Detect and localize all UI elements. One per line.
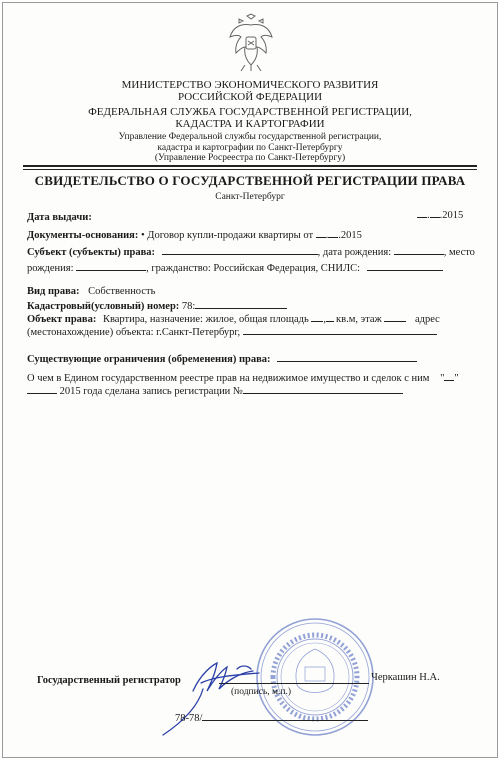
object-row-1: Объект права: Квартира, назначение: жилое, общая площадь , кв.м, этаж адрес — [27, 314, 440, 325]
registry-text-2: 2015 года сделана запись регистрации № — [59, 386, 243, 397]
registry-row-2 — [27, 384, 403, 397]
department-line-1: Управление Федеральной службы государственной регистрации, — [118, 132, 382, 142]
issue-date-value: . .2015 — [417, 208, 463, 221]
citizenship-text: , гражданство: Российская Федерация, СНИЛС: — [146, 263, 361, 274]
registration-number-row — [175, 711, 368, 724]
document-title: СВИДЕТЕЛЬСТВО О ГОСУДАРСТВЕННОЙ РЕГИСТРАЦИИ ПРАВА — [34, 173, 466, 188]
service-line-1: ФЕДЕРАЛЬНАЯ СЛУЖБА ГОСУДАРСТВЕННОЙ РЕГИСТРАЦИИ, — [88, 106, 412, 118]
subject-label: Субъект (субъекты) права: — [27, 247, 156, 258]
object-address: адрес — [414, 314, 440, 325]
basis-row: Документы-основания: • Договор купли-продажи квартиры от . .2015 — [27, 230, 362, 241]
registration-number-prefix: 78-78/ — [175, 713, 203, 724]
place-label: , место — [443, 247, 475, 258]
signature-note: (подпись, м.п.) — [231, 687, 292, 697]
cadastral-label: Кадастровый(условный) номер: — [27, 301, 180, 312]
registry-text-1: О чем в Едином государственном реестре прав на недвижимое имущество и сделок с ним — [27, 373, 430, 384]
right-type-row — [27, 286, 155, 297]
registrar-label: Государственный регистратор — [37, 675, 181, 686]
subject-row — [27, 245, 475, 258]
restrictions-label: Существующие ограничения (обременения) права: — [27, 354, 271, 365]
header-divider-thick — [23, 165, 477, 167]
department-line-3: (Управление Росреестра по Санкт-Петербургу) — [154, 153, 346, 163]
header-divider-thin — [23, 169, 477, 170]
cadastral-row — [27, 299, 287, 312]
object-location: (местонахождение) объекта: г.Санкт-Петербург, — [27, 327, 241, 338]
right-type-value: Собственность — [88, 286, 156, 297]
city-name: Санкт-Петербург — [215, 192, 285, 202]
object-label: Объект права: — [27, 314, 97, 325]
restrictions-row — [27, 352, 417, 365]
issue-date-label: Дата выдачи: — [27, 212, 92, 223]
coat-of-arms-emblem — [227, 13, 275, 73]
registrar-name: Черкашин Н.А. — [371, 672, 440, 683]
birth-date-label: , дата рождения: — [317, 247, 392, 258]
ministry-line-1: МИНИСТЕРСТВО ЭКОНОМИЧЕСКОГО РАЗВИТИЯ — [121, 79, 379, 91]
basis-year: .2015 — [338, 230, 362, 241]
certificate-page — [2, 2, 498, 758]
department-line-2: кадастра и картографии по Санкт-Петербургу — [157, 142, 343, 153]
basis-label: Документы-основания: — [27, 230, 139, 241]
object-text-1: Квартира, назначение: жилое, общая площадь — [102, 314, 309, 325]
service-line-2: КАДАСТРА И КАРТОГРАФИИ — [175, 118, 325, 130]
object-row-2 — [27, 325, 437, 338]
ministry-line-2: РОССИЙСКОЙ ФЕДЕРАЦИИ — [177, 91, 323, 103]
issue-date-year: .2015 — [439, 210, 464, 221]
cadastral-value: 78: — [181, 301, 196, 312]
object-sqm: кв.м, этаж — [336, 314, 382, 325]
registry-row-1: О чем в Едином государственном реестре прав на недвижимое имущество и сделок с ним " " — [27, 373, 459, 384]
signature-line — [219, 683, 369, 684]
right-type-label: Вид права: — [27, 286, 80, 297]
basis-text: • Договор купли-продажи квартиры от — [140, 230, 314, 241]
birth-label: рождения: — [27, 263, 74, 274]
birth-row — [27, 261, 443, 274]
